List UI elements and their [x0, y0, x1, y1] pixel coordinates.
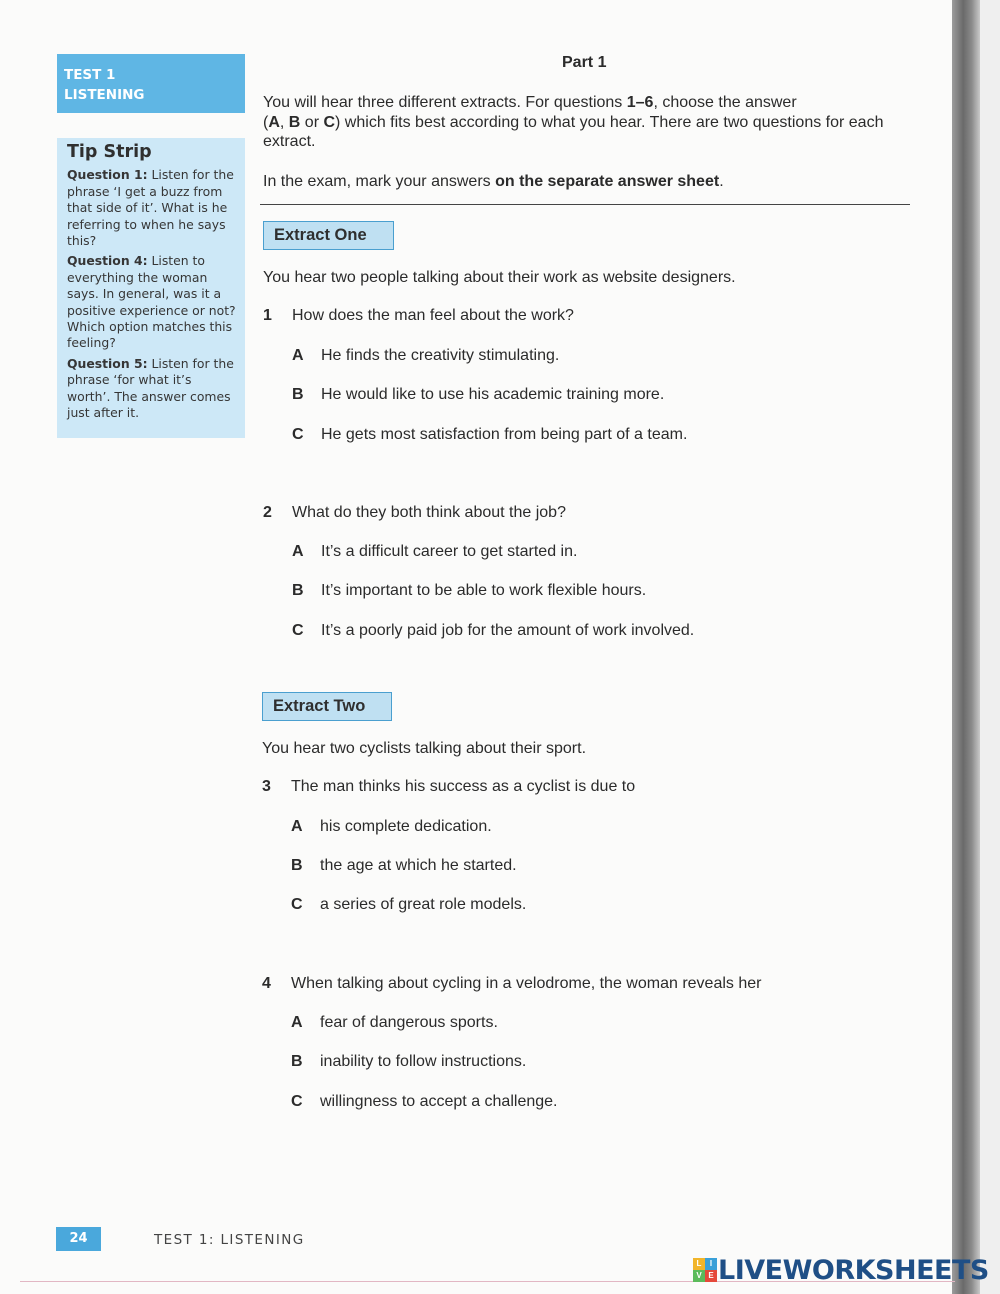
tip-item — [67, 167, 237, 249]
test-number-label: TEST 1 — [64, 67, 116, 83]
option-text: It’s a difficult career to get started in. — [321, 543, 578, 560]
logo-tile: L — [693, 1258, 705, 1270]
tip-strip-title: Tip Strip — [67, 142, 152, 162]
option-letter: B — [292, 582, 304, 599]
tip-item — [67, 356, 237, 422]
tip-item-label: Question 5: — [67, 355, 148, 371]
extract-two-heading: Extract Two — [262, 692, 392, 721]
tip-item — [67, 253, 237, 351]
option-letter-ref: A — [268, 113, 280, 131]
option-text: He gets most satisfaction from being part of a team. — [321, 426, 688, 443]
tip-item-label: Question 1: — [67, 167, 148, 183]
question-text: How does the man feel about the work? — [292, 307, 574, 324]
option-letter-ref: C — [323, 113, 336, 131]
question-number: 4 — [262, 975, 271, 992]
extract-context: You hear two people talking about their work as website designers. — [263, 269, 736, 286]
option-text: inability to follow instructions. — [320, 1053, 527, 1070]
option-letter: B — [291, 1053, 303, 1070]
test-section-header — [57, 54, 245, 113]
option-letter: A — [292, 347, 304, 364]
instructions-paragraph — [263, 93, 903, 152]
option-text: a series of great role models. — [320, 896, 527, 913]
option-letter: C — [292, 622, 304, 639]
tip-item-text: Listen to everything the woman says. In general, was it a positive experience or not? Which option matches this feeling? — [67, 253, 236, 351]
instructions-text: or — [300, 113, 324, 131]
option-letter: B — [291, 857, 303, 874]
instructions-text: ) which fits best according to what you hear. There are two questions for each extract. — [263, 113, 884, 150]
instructions-text: You will hear three different extracts. For questions — [263, 94, 627, 111]
page-edge — [980, 0, 1000, 1294]
option-text: his complete dedication. — [320, 818, 492, 835]
answer-sheet-emphasis: on the separate answer sheet — [495, 173, 720, 190]
question-number: 3 — [262, 778, 271, 795]
option-letter: A — [291, 1014, 303, 1031]
option-text: He finds the creativity stimulating. — [321, 347, 560, 364]
option-letter: A — [292, 543, 304, 560]
instructions-text: , — [279, 113, 289, 131]
instructions-text: . — [719, 173, 724, 190]
answer-sheet-note — [263, 172, 903, 192]
option-letter: C — [292, 426, 304, 443]
logo-tile: V — [693, 1270, 705, 1282]
option-letter-ref: B — [288, 113, 301, 131]
option-text: the age at which he started. — [320, 857, 517, 874]
option-text: willingness to accept a challenge. — [320, 1093, 558, 1110]
option-text: fear of dangerous sports. — [320, 1014, 498, 1031]
liveworksheets-brand — [693, 1255, 989, 1285]
option-text: He would like to use his academic training more. — [321, 386, 665, 403]
tip-item-label: Question 4: — [67, 253, 148, 269]
question-text: What do they both think about the job? — [292, 504, 566, 521]
extract-one-heading: Extract One — [263, 221, 394, 250]
brand-name: LIVEWORKSHEETS — [718, 1254, 989, 1286]
tip-item-text: Listen for the phrase ‘for what it’s worth’. The answer comes just after it. — [67, 355, 234, 421]
question-text: When talking about cycling in a velodrome, the woman reveals her — [291, 975, 762, 992]
option-letter: A — [291, 818, 303, 835]
question-range: 1–6 — [626, 94, 654, 111]
option-letter: B — [292, 386, 304, 403]
divider — [260, 204, 910, 205]
liveworksheets-logo-icon — [693, 1258, 717, 1282]
question-number: 1 — [263, 307, 272, 324]
book-spine-shadow — [952, 0, 980, 1294]
option-letter: C — [291, 1093, 303, 1110]
section-label: LISTENING — [64, 87, 145, 103]
part-title: Part 1 — [562, 54, 607, 71]
tip-strip-panel — [57, 138, 245, 438]
option-text: It’s a poorly paid job for the amount of work involved. — [321, 622, 695, 639]
question-number: 2 — [263, 504, 272, 521]
logo-tile: E — [705, 1270, 717, 1282]
instructions-text: , choose the answer — [653, 94, 797, 111]
tip-item-text: Listen for the phrase ‘I get a buzz from that side of it’. What is he referring to when he says this? — [67, 167, 234, 249]
instructions-text: ( — [263, 113, 269, 131]
option-text: It’s important to be able to work flexible hours. — [321, 582, 647, 599]
logo-tile: I — [705, 1258, 717, 1270]
instructions-text: In the exam, mark your answers — [263, 173, 496, 190]
option-letter: C — [291, 896, 303, 913]
page-number: 24 — [56, 1227, 101, 1251]
extract-context: You hear two cyclists talking about their sport. — [262, 740, 587, 757]
question-text: The man thinks his success as a cyclist is due to — [291, 778, 636, 795]
footer-section-label: TEST 1: LISTENING — [154, 1232, 305, 1248]
